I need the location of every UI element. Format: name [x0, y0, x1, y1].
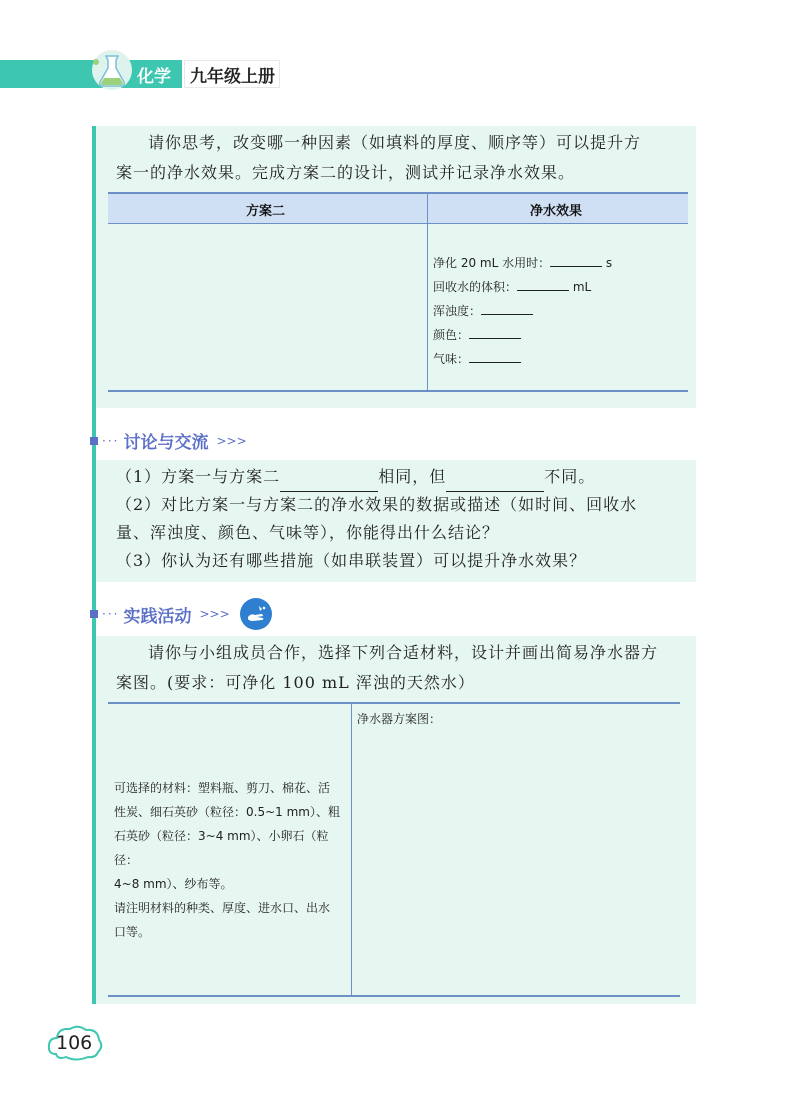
dots-icon: ···: [102, 433, 120, 448]
result-color: 颜色：: [433, 326, 521, 343]
practice-title: 实践活动: [123, 606, 192, 627]
page-number: 106: [56, 1032, 93, 1054]
blank-line[interactable]: [517, 279, 569, 291]
dots-icon: ···: [102, 607, 120, 621]
table1-divider: [427, 192, 428, 392]
table1-col-plan2: 方案二: [246, 204, 286, 219]
blank-line[interactable]: [469, 327, 521, 339]
header-subject: 化学: [137, 67, 171, 87]
header-band: [0, 60, 102, 88]
materials-text: [114, 776, 346, 944]
practice-heading: [90, 598, 272, 630]
table1-header-row: [108, 192, 688, 224]
discussion-q1: （1）方案一与方案二 相同，但 不同。: [116, 462, 595, 492]
discussion-q2-line2: 量、浑浊度、颜色、气味等），你能得出什么结论？: [116, 523, 500, 542]
materials-line: 性炭、细石英砂（粒径：0.5~1 mm）、粗: [114, 805, 340, 819]
hands-washing-icon: [240, 598, 272, 630]
intro-line-1: 请你思考，改变哪一种因素（如填料的厚度、顺序等）可以提升方: [148, 133, 642, 152]
table3-top-rule: [108, 702, 680, 704]
blank-line[interactable]: [469, 351, 521, 363]
practice-intro-line-1: 请你与小组成员合作，选择下列合适材料，设计并画出简易净水器方: [148, 643, 659, 662]
discussion-title: 讨论与交流: [123, 433, 209, 453]
bullet-square-icon: [90, 437, 98, 445]
materials-line: 石英砂（粒径：3~4 mm）、小卵石（粒径：: [114, 829, 329, 867]
arrows-icon: >>>: [199, 607, 230, 621]
result-turbidity: 浑浊度：: [433, 302, 533, 319]
result-time: 净化 20 mL 水用时： s: [433, 256, 613, 270]
practice-intro-line-2: 案图。(要求：可净化 100 mL 浑浊的天然水）: [116, 673, 475, 692]
header-grade: 九年级上册: [190, 67, 275, 87]
intro-line-2: 案一的净水效果。完成方案二的设计，测试并记录净水效果。: [116, 163, 576, 182]
discussion-q2-line1: （2）对比方案一与方案二的净水效果的数据或描述（如时间、回收水: [116, 495, 638, 514]
blank-line[interactable]: [481, 303, 533, 315]
table3-divider: [351, 702, 352, 997]
materials-line: 请注明材料的种类、厚度、进水口、出水: [114, 901, 331, 915]
discussion-heading: [90, 428, 247, 453]
blank-line[interactable]: [550, 255, 602, 267]
arrows-icon: >>>: [216, 433, 247, 448]
discussion-q3: （3）你认为还有哪些措施（如串联装置）可以提升净水效果？: [116, 551, 587, 570]
table3-bottom-rule: [108, 995, 680, 997]
materials-line: 可选择的材料：塑料瓶、剪刀、棉花、活: [114, 781, 331, 795]
result-volume: 回收水的体积： mL: [433, 280, 592, 294]
materials-line: 4~8 mm）、纱布等。: [114, 877, 233, 891]
diagram-label: 净水器方案图：: [357, 712, 442, 726]
result-odor: 气味：: [433, 350, 521, 367]
table1-col-effect: 净水效果: [530, 204, 583, 219]
flask-logo-icon: [88, 48, 136, 92]
table1-body: [108, 224, 688, 392]
bullet-square-icon: [90, 610, 98, 618]
materials-line: 口等。: [114, 925, 151, 939]
